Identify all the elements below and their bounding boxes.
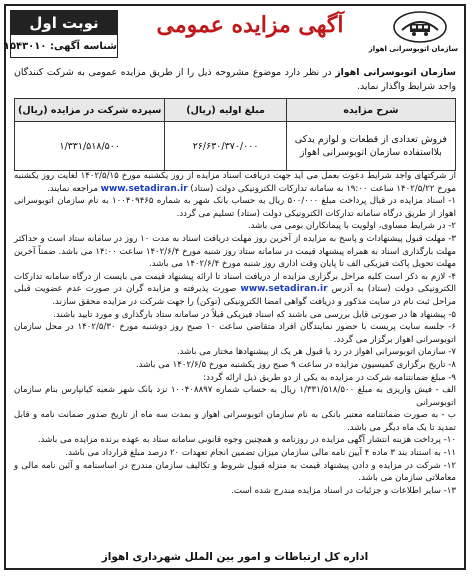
table-header: مبلغ اولیه (ریال) bbox=[165, 99, 286, 122]
intro-text bbox=[14, 66, 456, 94]
round-label: نوبت اول bbox=[11, 11, 117, 35]
intro-org: سازمان اتوبوسرانی اهواز bbox=[335, 67, 456, 78]
auction-table bbox=[14, 98, 456, 171]
table-cell-deposit: ۱/۳۳۱/۵۱۸/۵۰۰ bbox=[15, 122, 165, 171]
clause-10: ۱۰- پرداخت هزینه انتشار آگهی مزایده در روزنامه و همچنین وجوه قانونی سامانه ستاد به عهده برنده مزایده می باشد. bbox=[37, 435, 456, 446]
table-cell-description: فروش تعدادی از قطعات و لوازم یدکی بلااستفاده سازمان اتوبوسرانی اهواز bbox=[286, 122, 455, 171]
intro-body: در نظر دارد موضوع مشروحه ذیل را از طریق مزایده عمومی به شرکت کنندگان واجد شرایط واگذار نماید. bbox=[14, 67, 456, 92]
ad-id: شناسه آگهی: ۱۵۴۳۰۱۰ bbox=[3, 41, 117, 52]
clause-2: ۲- در شرایط مساوی، اولویت با پیمانکاران بومی می باشد. bbox=[247, 221, 456, 232]
paragraph bbox=[14, 170, 456, 195]
table-header-row bbox=[15, 99, 456, 122]
round-box bbox=[3, 10, 118, 58]
org-logo-label: سازمان اتوبوسرانی اهواز bbox=[368, 45, 458, 53]
paragraph-text: از شرکتهای واجد شرایط دعوت بعمل می آید جهت دریافت اسناد مزایده از روز یکشنبه مورخ ۱۴۰۲/۵/۱۵ لغایت روز یکشنبه مورخ ۱۴۰۲/۵/۲۲ ساعت ۱۹:۰۰ به سامانه تدارکات الکترونیکی دولت (ستاد) bbox=[14, 171, 456, 194]
table-header: شرح مزایده bbox=[286, 99, 455, 122]
setad-link[interactable]: www.setadiran.ir bbox=[100, 183, 188, 194]
clause-1: ۱- اسناد مزایده در قبال پرداخت مبلغ ۵۰۰/۰۰۰ ریال به حساب بانک شهر به شماره ۱۰۰۴۰۹۴۶۵ به نام سازمان اتوبوسرانی اهواز از طریق درگاه سامانه تدارکات الکترونیکی دولت (ستاد) تسلیم می گردد. bbox=[14, 196, 456, 219]
notice-body bbox=[14, 170, 456, 497]
clause-11: ۱۱- به استناد بند ۳ ماده ۴ آیین نامه مالی سازمان میزان تضمین انجام تعهدات ۲۰ درصد مبلغ قرارداد می باشد. bbox=[65, 448, 456, 459]
setad-link[interactable]: www.setadiran.ir bbox=[240, 284, 328, 295]
clause-3: ۳- مهلت قبول پیشنهادات و پاسخ به مزایده از آخرین روز مهلت دریافت اسناد به مدت ۱۰ روز در سامانه ستاد است و حداکثر مهلت بارگذاری اسناد به همراه پیشنهاد قیمت در سامانه ستاد روز شنبه مورخ ۱۴۰۲/۶/۴ ساعت ۱۴:۰۰ می باشد. ضمناً آخرین مهلت تحویل پاکت فیزیکی الف تا پایان وقت اداری روز شنبه مورخ ۱۴۰۲/۶/۴ می باشد. bbox=[14, 233, 456, 270]
clause-6: ۶- جلسه سایت پریست با حضور نمایندگان افراد متقاضی ساعت ۱۰ صبح روز دوشنبه مورخ ۱۴۰۲/۵/۳۰ در محل سازمان اتوبوسرانی اهواز برگزار می گردد. bbox=[14, 322, 456, 345]
clause-7: ۷- سازمان اتوبوسرانی اهواز در رد یا قبول هر یک از پیشنهادها مختار می باشد. bbox=[176, 347, 456, 358]
clause-4 bbox=[14, 271, 456, 309]
footer-signature: اداره کل ارتباطات و امور بین الملل شهرداری اهواز bbox=[101, 551, 369, 563]
paragraph-text: ۴- لازم به ذکر است کلیه مراحل برگزاری مزایده از دریافت اسناد تا ارائه پیشنهاد قیمت می بایست از درگاه سامانه تدارکات الکترونیکی دولت (ستاد) به آدرس bbox=[14, 271, 456, 295]
clause-9: ۹- مبلغ ضمانتنامه شرکت در مزایده به یکی از دو طریق ذیل ارائه گردد: bbox=[203, 372, 456, 383]
clause-9a: الف - فیش واریزی به مبلغ ۱/۳۳۱/۵۱۸/۵۰۰ ریال به حساب شماره ۱۰۰۴۰۸۸۹۷ نزد بانک شهر شعبه کیانپارس بنام سازمان اتوبوسرانی bbox=[14, 385, 456, 408]
table-cell-base-price: ۲۶/۶۳۰/۳۷۰/۰۰۰ bbox=[165, 122, 286, 171]
clause-9b: ب - به صورت ضمانتنامه معتبر بانکی به نام سازمان اتوبوسرانی اهواز و بمدت سه ماه از تاریخ صدور ضمانت نامه و قابل تمدید تا یک ماه دیگر می باشد. bbox=[14, 410, 456, 433]
notice-title: آگهی مزایده عمومی bbox=[156, 12, 344, 38]
table-row bbox=[15, 122, 456, 171]
clause-5: ۵- پیشنهاد ها در صورتی قابل بررسی می باشند که اسناد فیزیکی قبلاً در سامانه ستاد بارگذاری و مورد تایید باشند. bbox=[53, 309, 456, 320]
org-logo bbox=[368, 10, 458, 58]
bus-emblem-icon bbox=[392, 10, 448, 44]
notice-header bbox=[3, 6, 464, 64]
clause-13: ۱۳- سایر اطلاعات و جزئیات در اسناد مزایده مندرج شده است. bbox=[231, 485, 456, 496]
clause-8: ۸- تاریخ برگزاری کمیسیون مزایده در ساعت ۹ صبح روز یکشنبه مورخ ۱۴۰۲/۶/۵ می باشد. bbox=[135, 359, 456, 370]
notice-page bbox=[4, 4, 466, 570]
paragraph-text: صورت پذیرفته و مزایده گران در صورت عدم عضویت قبلی مراحل ثبت نام در سایت مذکور و دریافت گواهی امضا الکترونیکی (توکن) را جهت شرکت در مزایده محقق سازند. bbox=[14, 284, 456, 307]
paragraph-text: مراجعه نمایند. bbox=[47, 183, 101, 194]
clause-12: ۱۲- شرکت در مزایده و دادن پیشنهاد قیمت به منزله قبول شروط و تکالیف سازمان مندرج در اساسنامه و آئین نامه مالی و معاملاتی سازمان می باشد. bbox=[14, 460, 456, 484]
table-header: سپرده شرکت در مزایده (ریال) bbox=[15, 99, 165, 122]
